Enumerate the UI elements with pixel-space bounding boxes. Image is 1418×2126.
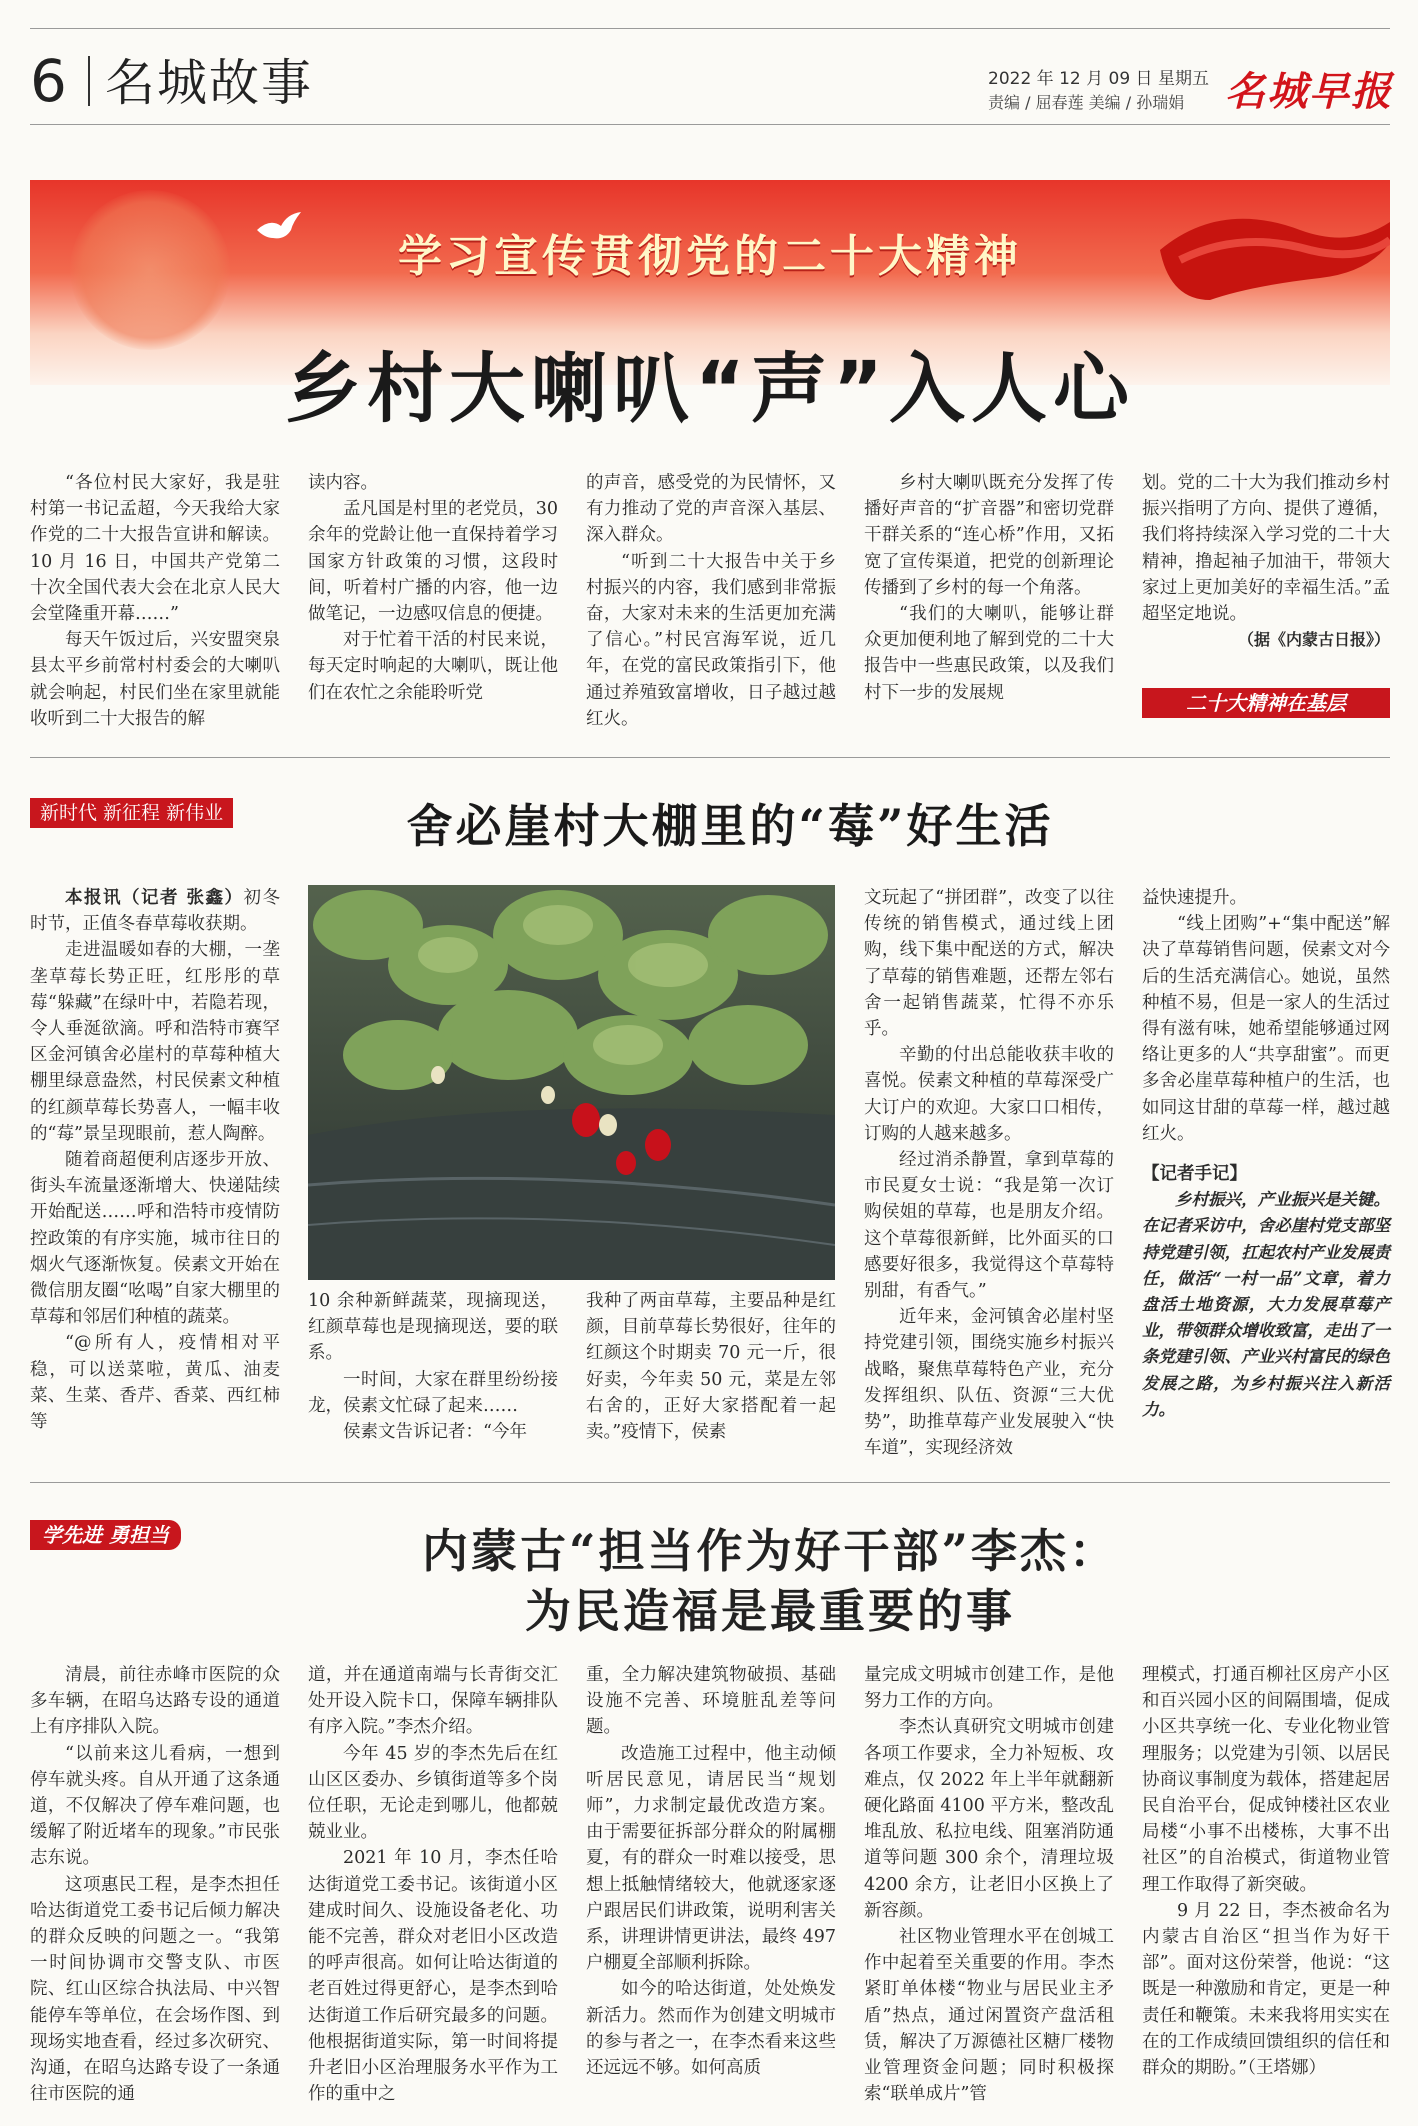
paragraph: 文玩起了“拼团群”，改变了以往传统的销售模式，通过线上团购，线下集中配送的方式，解决了草莓的销售难题，还帮左邻右舍一起销售蔬菜，忙得不亦乐乎。 [864, 888, 1114, 1040]
paragraph: 李杰认真研究文明城市创建各项工作要求，全力补短板、攻难点，仅 2022 年上半年就翻新硬化路面 4100 平方米，整改乱堆乱放、私拉电线、阻塞消防通道等问题 300 余个，清理垃圾 4200 余方，让老旧小区换上了新容颜。 [864, 1717, 1114, 1921]
newspaper-masthead-logo: 名城早报 [1225, 68, 1393, 115]
paragraph: 我种了两亩草莓，主要品种是红颜，目前草莓长势很好，往年的红颜这个时期卖 70 元一斤，很好卖，今年卖 50 元，菜是左邻右舍的，正好大家搭配着一起卖。”疫情下，侯素 [586, 1291, 836, 1443]
article2-col-5 [1142, 885, 1390, 1423]
headline-li-jie-line1: 内蒙古“担当作为好干部”李杰： [422, 1524, 1118, 1578]
paragraph: 走进温暖如春的大棚，一垄垄草莓长势正旺，红彤彤的草莓“躲藏”在绿叶中，若隐若现，令人垂涎欲滴。呼和浩特市赛罕区金河镇舍必崖村的草莓种植大棚里绿意盎然，村民侯素文种植的红颜草莓长势喜人，一幅丰收的“莓”景呈现眼前，惹人陶醉。 [30, 940, 280, 1144]
tag-twentieth-spirit: 二十大精神在基层 [1142, 688, 1390, 718]
strawberry-photo [308, 885, 835, 1280]
article2-col-3 [586, 1288, 836, 1445]
paragraph: 读内容。 [308, 473, 378, 493]
strawberry-plant-image [308, 885, 835, 1280]
paragraph: 乡村大喇叭既充分发挥了传播好声音的“扩音器”和密切党群干群关系的“连心桥”作用，又拓宽了宣传渠道，把党的创新理论传播到了乡村的每一个角落。 [864, 473, 1114, 598]
reporter-byline: 本报讯（记者 张鑫） [65, 888, 244, 908]
paragraph: 重，全力解决建筑物破损、基础设施不完善、环境脏乱差等问题。 [586, 1665, 836, 1738]
article2-col-1 [30, 885, 280, 1435]
header-rule [30, 124, 1390, 125]
paragraph: 2021 年 10 月，李杰任哈达街道党工委书记。该街道小区建成时间久、设施设备老化、功能不完善，群众对老旧小区改造的呼声很高。如何让哈达街道的老百姓过得更舒心，是李杰到哈达街道工作后研究最多的问题。他根据街道实际，第一时间将提升老旧小区治理服务水平作为工作的重中之 [308, 1848, 558, 2105]
reporter-note-body: 乡村振兴，产业振兴是关键。在记者采访中，舍必崖村党支部坚持党建引领，扛起农村产业发展责任，做活“一村一品”文章，着力盘活土地资源，大力发展草莓产业，带领群众增收致富，走出了一条党建引领、产业兴村富民的绿色发展之路，为乡村振兴注入新活力。 [1142, 1190, 1390, 1419]
paragraph: 今年 45 岁的李杰先后在红山区区委办、乡镇街道等多个岗位任职，无论走到哪儿，他都兢兢业业。 [308, 1743, 558, 1843]
article2-col-4 [864, 885, 1114, 1461]
paragraph: “听到二十大报告中关于乡村振兴的内容，我们感到非常振奋，大家对未来的生活更加充满了信心。”村民宫海军说，近几年，在党的富民政策指引下，他通过养殖致富增收，日子越过越红火。 [586, 551, 836, 729]
section-rule-2 [30, 1482, 1390, 1483]
paragraph: 对于忙着干活的村民来说，每天定时响起的大喇叭，既让他们在农忙之余能聆听党 [308, 630, 558, 703]
paragraph: 清晨，前往赤峰市医院的众多车辆，在昭乌达路专设的通道上有序排队入院。 [30, 1665, 280, 1738]
article3-col-1 [30, 1662, 280, 2107]
issue-date: 2022 年 12 月 09 日 星期五 [988, 69, 1209, 89]
article3-col-5 [1142, 1662, 1390, 2081]
paragraph: “各位村民大家好，我是驻村第一书记孟超，今天我给大家作党的二十大报告宣讲和解读。10 月 16 日，中国共产党第二十次全国代表大会在北京人民大会堂隆重开幕……” [30, 473, 280, 625]
article1-col-1 [30, 470, 280, 732]
headline-loudspeaker: 乡村大喇叭“声”入人心 [285, 344, 1135, 433]
top-rule [30, 28, 1390, 29]
header-divider [88, 56, 90, 106]
paragraph: 辛勤的付出总能收获丰收的喜悦。侯素文种植的草莓深受广大订户的欢迎。大家口口相传，订购的人越来越多。 [864, 1045, 1114, 1144]
article1-col-5 [1142, 470, 1390, 653]
section-rule-1 [30, 757, 1390, 758]
page-number: 6 [30, 47, 67, 115]
paragraph: “@所有人，疫情相对平稳，可以送菜啦，黄瓜、油麦菜、生菜、香芹、香菜、西红柿等 [30, 1333, 280, 1433]
paragraph: 这项惠民工程，是李杰担任哈达街道党工委书记后倾力解决的群众反映的问题之一。“我第一时间协调市交警支队、市医院、红山区综合执法局、中兴智能停车等单位，在会场作图、到现场实地查看，经过多次研究、沟通，在昭乌达路专设了一条通往市医院的通 [30, 1874, 280, 2105]
paragraph: 经过消杀静置，拿到草莓的市民夏女士说：“我是第一次订购侯姐的草莓，也是朋友介绍。这个草莓很新鲜，比外面买的口感要好很多，我觉得这个草莓特别甜，有香气。” [864, 1150, 1114, 1302]
paragraph: 10 余种新鲜蔬菜，现摘现送，红颜草莓也是现摘现送，要的联系。 [308, 1291, 558, 1364]
paragraph: 益快速提升。 [1142, 888, 1247, 908]
paragraph: 每天午饭过后，兴安盟突泉县太平乡前常村村委会的大喇叭就会响起，村民们坐在家里就能收听到二十大报告的解 [30, 630, 280, 729]
paragraph: 9 月 22 日，李杰被命名为内蒙古自治区“担当作为好干部”。面对这份荣誉，他说：“这既是一种激励和肯定，更是一种责任和鞭策。未来我将用实实在在的工作成绩回馈组织的信任和群众的期盼。”（王塔娜） [1142, 1900, 1390, 2079]
headline-li-jie-line2: 为民造福是最重要的事 [525, 1584, 1015, 1638]
paragraph: 社区物业管理水平在创城工作中起着至关重要的作用。李杰紧盯单体楼“物业与居民业主矛盾”热点，通过闲置资产盘活租赁，解决了万源德社区糖厂楼物业管理资金问题；同时积极探索“联单成片”管 [864, 1927, 1114, 2105]
paragraph: 随着商超便利店逐步开放、街头车流量逐渐增大、快递陆续开始配送……呼和浩特市疫情防控政策的有序实施，城市往日的烟火气逐渐恢复。侯素文开始在微信朋友圈“吆喝”自家大棚里的草莓和邻居们种植的蔬菜。 [30, 1150, 280, 1328]
tag-new-era: 新时代 新征程 新伟业 [30, 798, 233, 828]
editor-credits: 责编 / 屈春莲 美编 / 孙瑞娟 [988, 93, 1185, 112]
paragraph: 道，并在通道南端与长青街交汇处开设入院卡口，保障车辆排队有序入院。”李杰介绍。 [308, 1665, 558, 1738]
paragraph: 孟凡国是村里的老党员，30 余年的党龄让他一直保持着学习国家方针政策的习惯，这段时间，听着村广播的内容，他一边做笔记，一边感叹信息的便捷。 [308, 499, 558, 625]
paragraph: 量完成文明城市创建工作，是他努力工作的方向。 [864, 1665, 1114, 1712]
reporter-note-title: 【记者手记】 [1142, 1164, 1247, 1185]
tag-learn-advanced: 学先进 勇担当 [30, 1520, 181, 1550]
paragraph: “线上团购”+“集中配送”解决了草莓销售问题，侯素文对今后的生活充满信心。她说，虽然种植不易，但是一家人的生活过得有滋有味，她希望能够通过网络让更多的人“共享甜蜜”。而更多舍必崖草莓种植户的生活，也如同这甘甜的草莓一样，越过越红火。 [1142, 914, 1390, 1144]
article1-col-4 [864, 470, 1114, 706]
paragraph: 划。党的二十大为我们推动乡村振兴指明了方向、提供了遵循，我们将持续深入学习党的二十大精神，撸起袖子加油干，带领大家过上更加美好的幸福生活。”孟超坚定地说。 [1142, 473, 1390, 625]
article1-col-3 [586, 470, 836, 732]
article1-col-2 [308, 470, 558, 706]
paragraph: 侯素文告诉记者：“今年 [343, 1422, 527, 1443]
section-title: 名城故事 [105, 54, 313, 112]
paragraph: 理模式，打通百柳社区房产小区和百兴园小区的间隔围墙，促成小区共享统一化、专业化物业管理服务；以党建为引领、以居民协商议事制度为载体，搭建起居民自治平台，促成钟楼社区农业局楼“小事不出楼栋，大事不出社区”的自治模式，街道物业管理工作取得了新突破。 [1142, 1665, 1390, 1895]
paragraph: “以前来这儿看病，一想到停车就头疼。自从开通了这条通道，不仅解决了停车难问题，也缓解了附近堵车的现象。”市民张志东说。 [30, 1743, 280, 1869]
lead-text: 初冬时节，正值冬春草莓收获期。 [30, 888, 281, 935]
paragraph: 的声音，感受党的为民情怀，又有力推动了党的声音深入基层、深入群众。 [586, 473, 836, 546]
article2-col-2 [308, 1288, 558, 1445]
article3-col-3 [586, 1662, 836, 2081]
paragraph: 改造施工过程中，他主动倾听居民意见，请居民当“规划师”，力求制定最优改造方案。由于需要征拆部分群众的附属棚夏，有的群众一时难以接受，思想上抵触情绪较大，他就逐家逐户跟居民们讲政策，说明利害关系，讲理讲情更讲法，最终 497 户棚夏全部顺利拆除。 [586, 1743, 836, 1974]
paragraph: 如今的哈达街道，处处焕发新活力。然而作为创建文明城市的参与者之一，在李杰看来这些还远远不够。如何高质 [586, 1979, 836, 2079]
article3-col-4 [864, 1662, 1114, 2107]
paragraph: 近年来，金河镇舍必崖村坚持党建引领，围绕实施乡村振兴战略，聚焦草莓特色产业，充分发挥组织、队伍、资源“三大优势”，助推草莓产业发展驶入“快车道”，实现经济效 [864, 1307, 1114, 1459]
banner-slogan: 学习宣传贯彻党的二十大精神 [398, 231, 1022, 282]
paragraph: 一时间，大家在群里纷纷接龙，侯素文忙碌了起来…… [308, 1369, 558, 1416]
source-credit: （据《内蒙古日报》） [1237, 630, 1390, 650]
headline-strawberry: 舍必崖村大棚里的“莓”好生活 [406, 799, 1054, 853]
paragraph: “我们的大喇叭，能够让群众更加便利地了解到党的二十大报告中一些惠民政策，以及我们村下一步的发展规 [864, 604, 1114, 703]
article3-col-2 [308, 1662, 558, 2107]
